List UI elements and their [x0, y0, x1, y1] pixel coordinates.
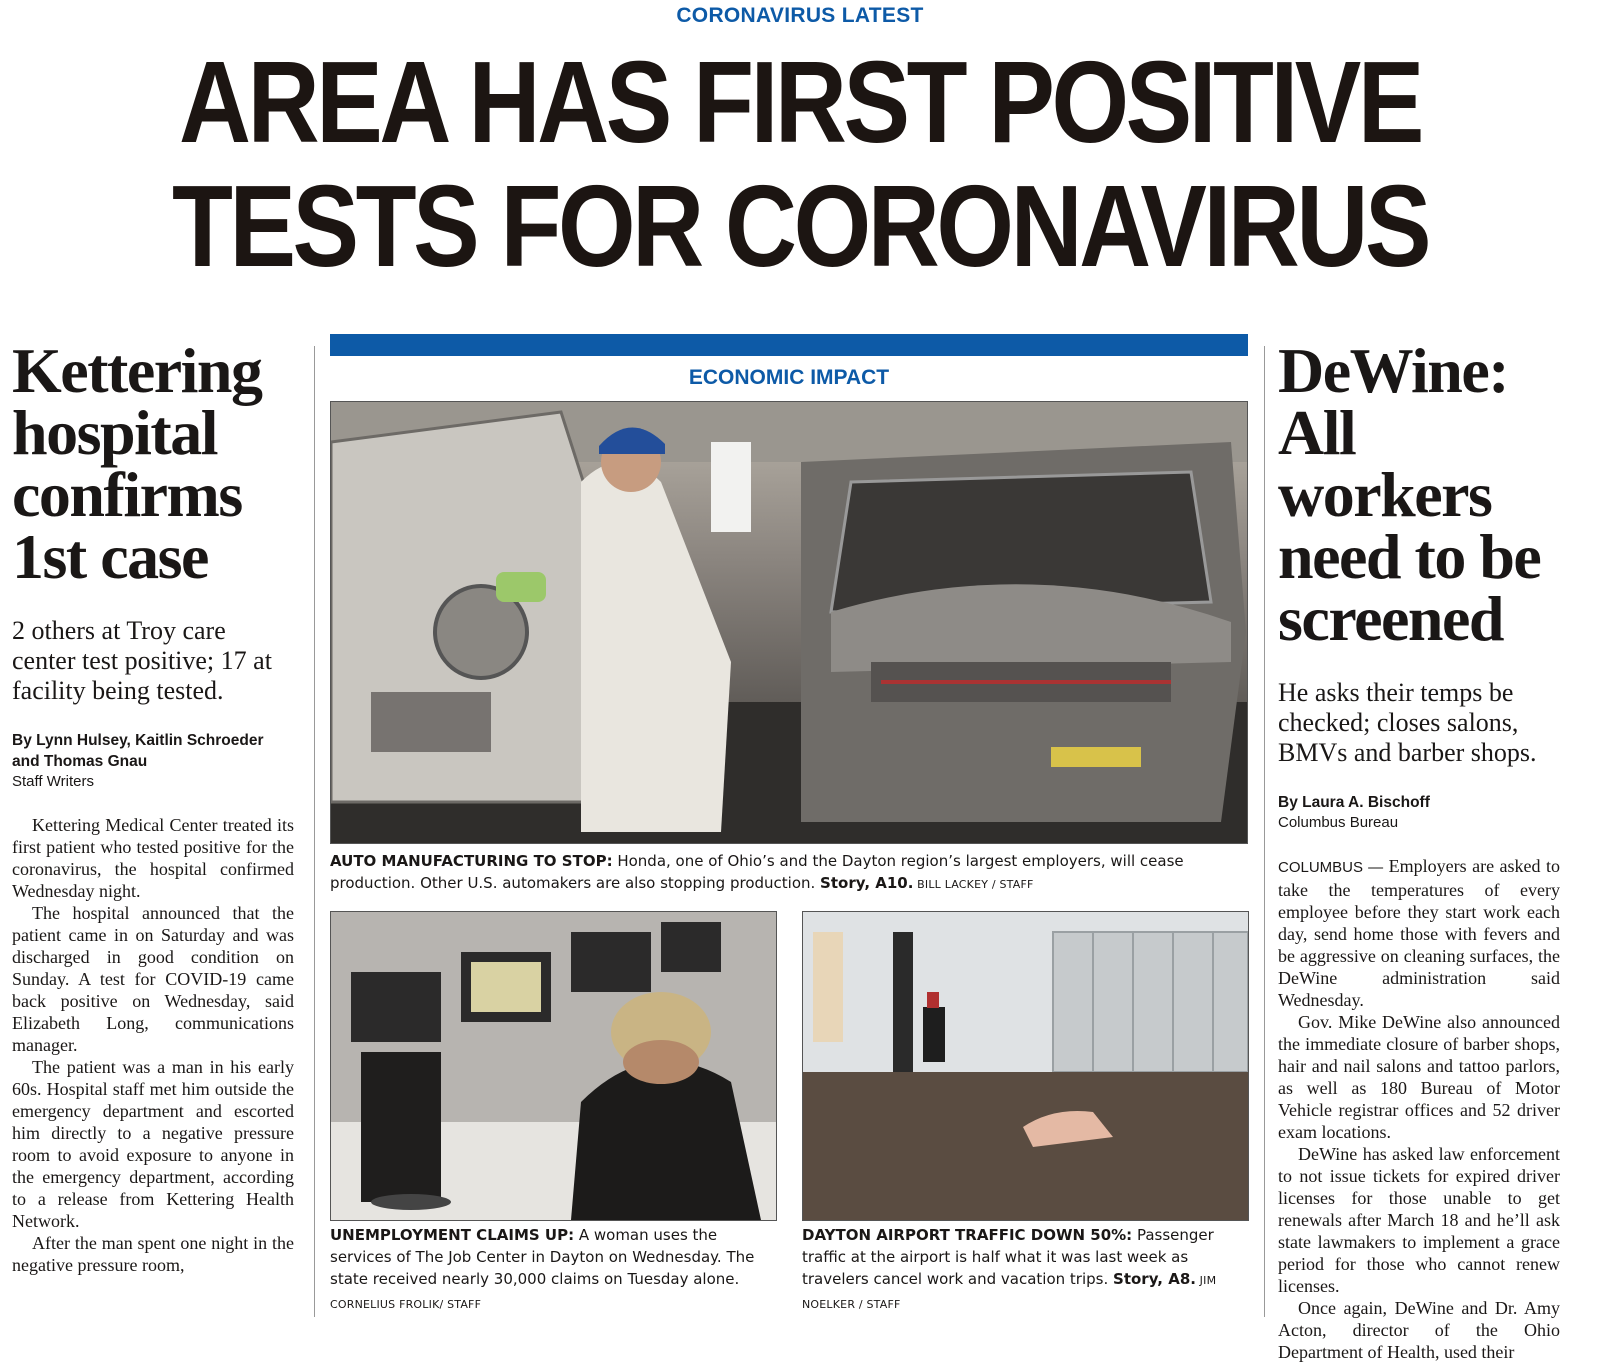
right-story-dek: He asks their temps be checked; closes salons, BMVs and barber shops. [1278, 678, 1537, 767]
caption-text: Passenger traffic at the airport is half what it was last week as travelers cancel work and vacation trips. [802, 1226, 1214, 1288]
main-headline-line-2: TESTS FOR CORONAVIRUS [171, 161, 1429, 291]
job-center-illustration [331, 912, 776, 1220]
airport-illustration [803, 912, 1248, 1220]
main-headline [0, 37, 1600, 291]
left-story-paragraph: The hospital announced that the patient came in on Saturday and was discharged in good condition on Sunday. A test for COVID-19 came back positive on Wednesday, said Elizabeth Long, communications manager. [12, 903, 294, 1055]
right-headline-line: screened [1278, 583, 1503, 654]
left-story-paragraph: Kettering Medical Center treated its first patient who tested positive for the coronavirus, the hospital confirmed Wednesday night. [12, 815, 294, 901]
dateline: COLUMBUS — [1278, 859, 1384, 876]
photo-credit: BILL LACKEY / STAFF [913, 878, 1034, 891]
economic-impact-package [330, 334, 1248, 390]
right-story-byline: By Laura A. Bischoff [1278, 794, 1430, 811]
caption-lead: DAYTON AIRPORT TRAFFIC DOWN 50%: [802, 1226, 1133, 1244]
right-story-role: Columbus Bureau [1278, 814, 1399, 831]
airport-photo [802, 911, 1249, 1221]
column-divider-left [314, 346, 315, 1317]
auto-plant-photo [330, 401, 1248, 844]
caption-text: A woman uses the services of The Job Center in Dayton on Wednesday. The state received nearly 30,000 claims on Tuesday alone. [330, 1226, 755, 1288]
airport-caption [802, 1224, 1252, 1316]
left-story-role: Staff Writers [12, 773, 94, 790]
right-headline-line: need to be [1278, 521, 1541, 592]
right-story-body [1278, 855, 1560, 1363]
left-story-body [12, 814, 294, 1276]
left-story [12, 335, 294, 1276]
job-center-photo [330, 911, 777, 1221]
right-story [1278, 335, 1560, 1363]
photo-credit: CORNELIUS FROLIK/ STAFF [330, 1298, 482, 1311]
left-headline-line: confirms [12, 459, 242, 530]
left-headline-line: hospital [12, 397, 217, 468]
caption-story-ref: Story, A10. [820, 874, 914, 892]
left-story-byline: By Lynn Hulsey, Kaitlin Schroeder and Thomas Gnau [12, 732, 264, 770]
right-headline-line: All workers [1278, 397, 1492, 530]
caption-lead: UNEMPLOYMENT CLAIMS UP: [330, 1226, 575, 1244]
caption-lead: AUTO MANUFACTURING TO STOP: [330, 852, 613, 870]
left-headline-line: 1st case [12, 521, 208, 592]
left-story-paragraph: After the man spent one night in the negative pressure room, [12, 1233, 294, 1275]
right-story-headline [1278, 335, 1560, 654]
main-headline-line-1: AREA HAS FIRST POSITIVE [179, 37, 1421, 167]
photo-credit: JIM NOELKER / STAFF [802, 1274, 1217, 1311]
right-headline-line: DeWine: [1278, 335, 1509, 406]
right-story-paragraph: Gov. Mike DeWine also announced the immediate closure of barber shops, hair and nail salons and tattoo parlors, as well as 180 Bureau of Motor Vehicle registrar offices and 52 driver exam locations. [1278, 1012, 1560, 1142]
right-story-paragraph: Once again, DeWine and Dr. Amy Acton, director of the Ohio Department of Health, used their [1278, 1298, 1560, 1362]
left-story-paragraph: The patient was a man in his early 60s. Hospital staff met him outside the emergency department and escorted him directly to a negative pressure room to avoid exposure to anyone in the emergency department, according to a release from Kettering Health Network. [12, 1057, 294, 1231]
right-story-lead-text: Employers are asked to take the temperatures of every employee before they start work each day, send home those with fevers and be aggressive on cleaning surfaces, the DeWine administration said Wednesday. [1278, 856, 1560, 1010]
section-rule [330, 334, 1248, 356]
column-divider-right [1264, 346, 1265, 1317]
section-kicker: CORONAVIRUS LATEST [676, 4, 924, 27]
section-label: ECONOMIC IMPACT [688, 366, 890, 389]
auto-plant-caption [330, 850, 1250, 896]
caption-story-ref: Story, A8. [1113, 1270, 1196, 1288]
left-story-dek: 2 others at Troy care center test positive; 17 at facility being tested. [12, 616, 272, 705]
left-story-headline [12, 335, 294, 592]
auto-plant-illustration [331, 402, 1247, 843]
right-story-paragraph [1278, 855, 1560, 1011]
right-story-paragraph: DeWine has asked law enforcement to not issue tickets for expired driver licenses for those unable to get renewals after March 18 and he’ll ask state lawmakers to implement a grace period for those who cannot renew licenses. [1278, 1144, 1560, 1296]
caption-text: Honda, one of Ohio’s and the Dayton region’s largest employers, will cease production. Other U.S. automakers are also stopping production. [330, 852, 1184, 892]
job-center-caption [330, 1224, 780, 1316]
left-headline-line: Kettering [12, 335, 262, 406]
